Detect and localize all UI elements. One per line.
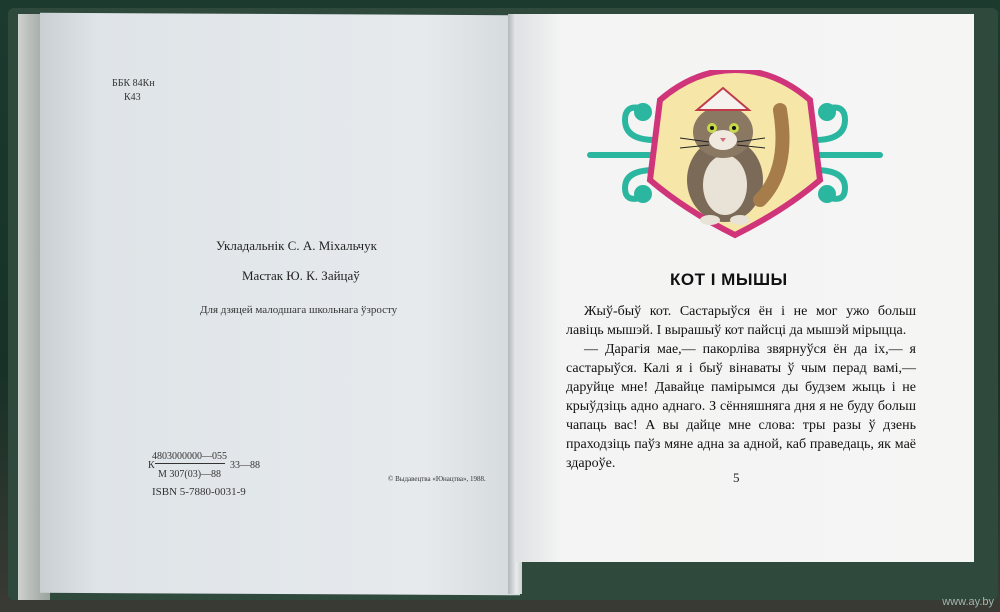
catalog-bottom: М 307(03)—88 bbox=[158, 469, 222, 480]
story-paragraph: — Дарагія мае,— пакорліва звярнуўся ён да іх,— я састарыўся. Калі я і быў вінаваты ў чым перад вамі,— даруйце мне! Давайце памірымся ды будзем жыць і не крыўдзіць адно аднаго. З сённяшняга дня я не буду больш чапаць вас! А вы дайце мне слова: тры разы ў дзень праходзіць паўз мяне адна за адной, каб праведаць, як маё здароўе. bbox=[566, 342, 916, 471]
ornament-right bbox=[815, 106, 880, 200]
index-code: К43 bbox=[124, 92, 141, 103]
audience-line: Для дзяцей малодшага школьнага ўзросту bbox=[200, 304, 398, 316]
bbk-code: ББК 84Кн bbox=[112, 78, 155, 89]
isbn: ISBN 5-7880-0031-9 bbox=[152, 486, 246, 498]
cat-illustration bbox=[585, 70, 885, 240]
ornament-left bbox=[590, 106, 655, 200]
catalog-fraction-line bbox=[155, 463, 225, 464]
story-title: КОТ І МЫШЫ bbox=[670, 270, 788, 289]
story-paragraph: Жыў-быў кот. Састарыўся ён і не мог ужо больш лавіць мышэй. І вырашыў кот пайсці да мышэй мірыцца. bbox=[566, 304, 916, 338]
catalog-right: 33—88 bbox=[230, 460, 260, 471]
copyright: © Выдавецтва «Юнацтва», 1988. bbox=[388, 475, 486, 483]
catalog-k: К bbox=[148, 460, 155, 471]
catalog-top: 4803000000—055 bbox=[152, 451, 227, 462]
compiler-line: Укладальнік С. А. Міхальчук bbox=[216, 238, 377, 253]
page-number: 5 bbox=[733, 470, 740, 485]
story-text bbox=[566, 302, 916, 473]
watermark: www.ay.by bbox=[942, 596, 994, 608]
artist-line: Мастак Ю. К. Зайцаў bbox=[242, 268, 360, 283]
